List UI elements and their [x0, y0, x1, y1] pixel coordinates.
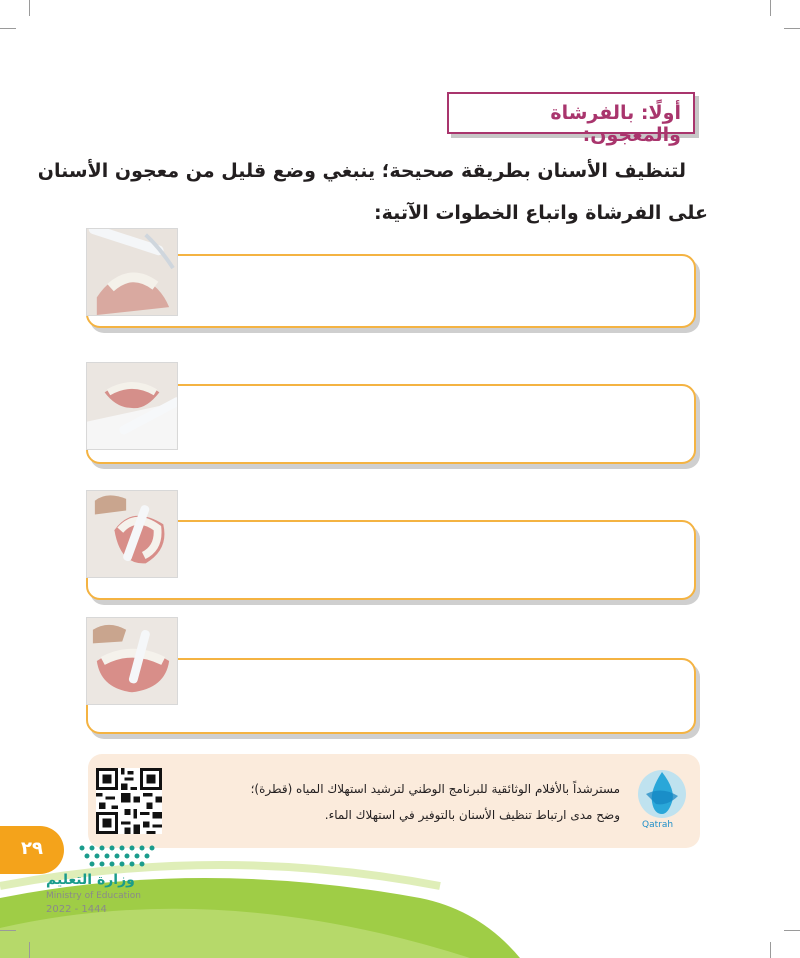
page-number: ٢٩: [0, 826, 64, 874]
step-photo: [86, 617, 178, 705]
note-line-1: مسترشداً بالأفلام الوثائقية للبرنامج الوطني لترشيد استهلاك المياه (قطرة)؛: [250, 782, 620, 796]
note-line-2: وضح مدى ارتباط تنظيف الأسنان بالتوفير في استهلاك الماء.: [324, 808, 620, 822]
activity-note-box: [88, 754, 700, 848]
crop-mark: [770, 0, 771, 16]
crop-mark: [29, 942, 30, 958]
qr-code-icon: [96, 768, 162, 834]
ministry-emblem-icon: [72, 840, 172, 870]
crop-mark: [784, 28, 800, 29]
ministry-logo: [42, 840, 182, 916]
toothbrush-teeth-photo-icon: [87, 229, 177, 315]
intro-paragraph: [37, 150, 708, 234]
crop-mark: [770, 942, 771, 958]
crop-mark: [0, 930, 16, 931]
note-text: [200, 776, 620, 828]
intro-line-1: لتنظيف الأسنان بطريقة صحيحة؛ ينبغي وضع قليل من معجون الأسنان: [37, 160, 686, 182]
crop-mark: [784, 930, 800, 931]
toothbrush-teeth-photo-icon: [87, 491, 177, 577]
qr-code[interactable]: [96, 768, 162, 834]
step-photo: [86, 362, 178, 450]
step-photo: [86, 490, 178, 578]
section-title: أولًا: بالفرشاة والمعجون:: [447, 92, 695, 134]
qatrah-logo: [632, 764, 690, 834]
ministry-name-en: Ministry of Education: [46, 891, 141, 901]
toothbrush-teeth-photo-icon: [87, 363, 177, 449]
qatrah-label: Qatrah: [642, 820, 674, 830]
intro-line-2: على الفرشاة واتباع الخطوات الآتية:: [374, 202, 708, 224]
step-photo: [86, 228, 178, 316]
edition-year: 2022 - 1444: [46, 904, 107, 915]
toothbrush-teeth-photo-icon: [87, 618, 177, 704]
crop-mark: [0, 28, 16, 29]
crop-mark: [29, 0, 30, 16]
ministry-name-ar: وزارة التعليم: [46, 872, 135, 888]
